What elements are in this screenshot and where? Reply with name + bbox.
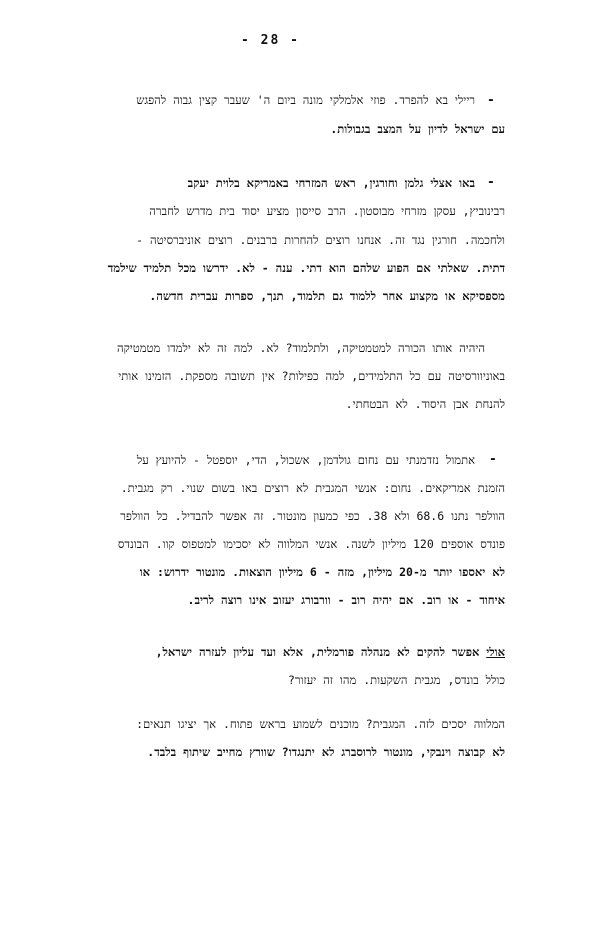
text-line: המלווה יסכים לזה. המגבית? מוכנים לשמוע בראש פתוח. אך יציגו תנאים: (136, 717, 505, 731)
text-line: לא קבוצה וינבקי, מונטור לרוסברג לא יתנגדו? שוורץ מחייב שיתוף בלבד. (147, 745, 505, 759)
underlined-word: אולי (486, 645, 505, 659)
text-line: הוולפר נתנו 68.6 ולא 38. כפי כמעון מונטור. זה אפשר להבדיל. כל הוולפר (120, 509, 505, 523)
text-line: אתמול נזדמנתי עם נחום גולדמן, אשכול, הדי, יוספטל - להיועץ על (136, 453, 475, 467)
bullet-dash: - (487, 175, 495, 190)
bullet-dash: - (487, 93, 495, 108)
text-line: פונדס אוספים 120 מיליון לשנה. אנשי המלווה לא יסכימו למטפוס קוו. הבונדס (117, 537, 505, 551)
text-line: איחוד - או רוב. אם יהיה רוב - וורבורג יעזוב אינו רוצה לריב. (187, 593, 505, 607)
text-line: באוניוורסיטה עם כל התלמידים, למה כפילות? אין תשובה מספקת. הזמינו אותי (118, 369, 505, 383)
text-line: ולחכמה. חורגין נגד זה. אנחנו רוצים להחרות ברבנים. רוצים אוניברסיטה - (136, 233, 505, 247)
text-line: ריילי בא להפרד. פוזי אלמלקי מונה ביום ה' שעבר קצין גבוה להפגש (136, 93, 475, 107)
text-line: רבינוביץ, עסקן מזרחי מבוסטון. הרב סייסון מציע יסוד בית מדרש לחברה (149, 204, 505, 218)
text-line: באו אצלי גלמן וחורגין, ראש המזרחי באמריקא בלוית יעקב (187, 176, 475, 190)
text-line: הזמנת אמריקאים. נחום: אנשי המגבית לא רוצים באו בשום שנוי. רק מגבית. (120, 481, 505, 495)
text-line: היהיה אותו הכורה למטמטיקה, ולתלמוד? לא. למה זה לא ילמדו מטמטיקה (116, 341, 485, 355)
page-number: - 28 - (241, 33, 300, 48)
text-line (78, 644, 505, 660)
text-line: דתית. שאלתי אם הפוע שלהם הוא דתי. ענה - לא. ידרשו מכל תלמיד שילמד (107, 261, 505, 275)
text-line-rest: אפשר להקים לא מנהלה פורמלית, אלא ועד עליון לעזרה ישראל, (155, 645, 487, 659)
text-line: להנחת אבן היסוד. לא הבטחתי. (345, 397, 505, 411)
text-line: מספסיקא או מקצוע אחר ללמוד גם תלמוד, תנך, ספרות עברית חדשה. (149, 289, 505, 303)
bullet-dash: - (489, 452, 497, 467)
text-line: כולל בונדס, מגבית השקעות. מהו זה יעזור? (287, 673, 505, 687)
text-line: עם ישראל לדיון על המצב בגבולות. (330, 122, 505, 136)
text-line: לא יאספו יותר מ-20 מיליון, מזה - 6 מיליון הוצאות. מונטור ידרוש: או (139, 565, 505, 579)
